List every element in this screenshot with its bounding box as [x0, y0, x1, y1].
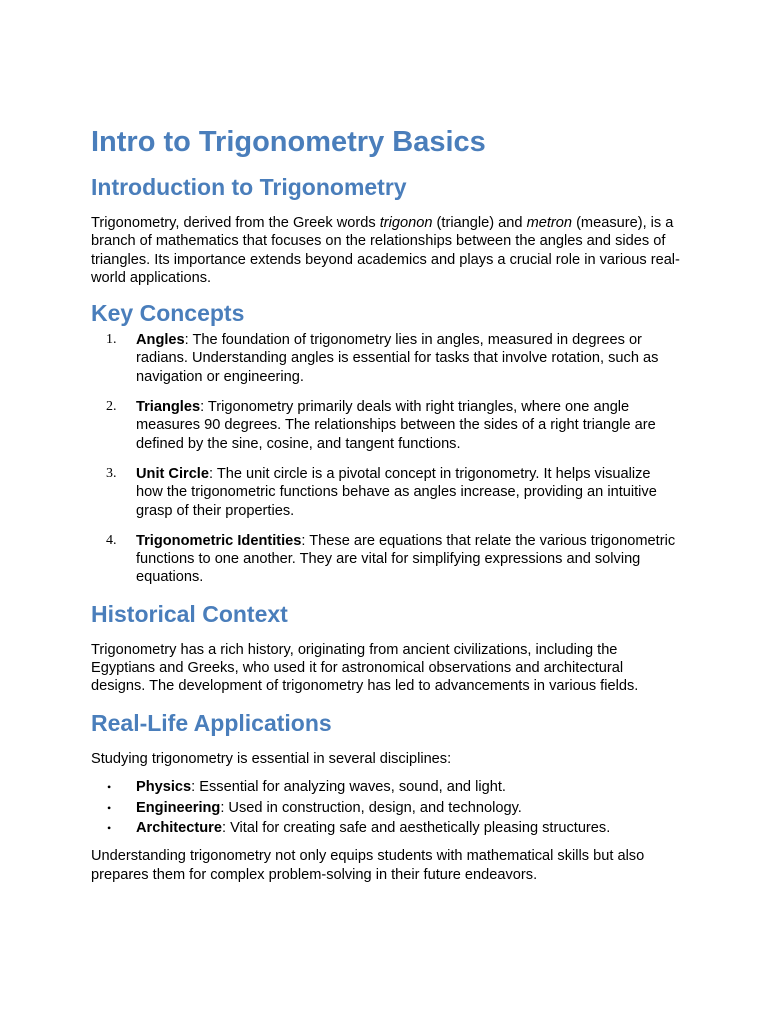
- list-item: [91, 799, 681, 817]
- concept-term: Trigonometric Identities: [136, 532, 302, 549]
- intro-text-part: (measure), is a branch of mathematics that focuses on the relationships between the angles and sides of triangles. Its importance extends beyond academics and plays a crucial role in various real-world applications.: [91, 215, 680, 286]
- application-term: Physics: [136, 778, 192, 795]
- list-item: [91, 331, 681, 386]
- concept-description: : These are equations that relate the various trigonometric functions to one another. They are vital for simplifying expressions and solving equations.: [136, 532, 676, 586]
- list-number: 2.: [106, 399, 117, 415]
- list-number: 4.: [106, 532, 117, 548]
- application-term: Architecture: [136, 820, 222, 837]
- section-heading-key-concepts: Key Concepts: [91, 300, 245, 327]
- intro-text-part: Trigonometry, derived from the Greek words: [91, 215, 380, 231]
- list-number: 3.: [106, 465, 117, 481]
- list-item: [91, 532, 681, 587]
- bullet-icon: •: [107, 821, 112, 836]
- section-heading-introduction: Introduction to Trigonometry: [91, 174, 407, 200]
- application-description: : Used in construction, design, and technology.: [220, 799, 522, 816]
- key-concepts-list: [91, 331, 681, 587]
- application-description: : Vital for creating safe and aesthetically pleasing structures.: [221, 820, 611, 837]
- document-page: [91, 124, 681, 884]
- applications-list: [91, 778, 681, 837]
- closing-paragraph: Understanding trigonometry not only equips students with mathematical skills but also prepares them for complex problem-solving in their future endeavors.: [91, 848, 645, 883]
- bullet-icon: •: [107, 800, 112, 815]
- concept-term: Triangles: [136, 399, 201, 416]
- bullet-icon: •: [107, 779, 112, 794]
- list-item: [91, 398, 681, 453]
- applications-lead: Studying trigonometry is essential in several disciplines:: [91, 750, 452, 767]
- greek-term-trigonon: trigonon: [379, 215, 433, 231]
- section-heading-historical-context: Historical Context: [91, 600, 288, 627]
- application-term: Engineering: [136, 799, 221, 816]
- section-heading-real-life-applications: Real-Life Applications: [91, 709, 332, 736]
- intro-paragraph: [91, 214, 681, 287]
- application-description: : Essential for analyzing waves, sound, and light.: [191, 778, 506, 795]
- concept-term: Angles: [136, 332, 185, 349]
- concept-description: : Trigonometry primarily deals with right triangles, where one angle measures 90 degrees. The relationships between the sides of a right triangle are defined by the sine, cosine, and tangent functions.: [136, 399, 656, 452]
- intro-text-part: (triangle) and: [432, 215, 527, 231]
- list-item: [91, 819, 681, 837]
- document-title: Intro to Trigonometry Basics: [91, 126, 486, 158]
- concept-term: Unit Circle: [136, 465, 209, 482]
- greek-term-metron: metron: [526, 215, 573, 231]
- concept-description: : The unit circle is a pivotal concept in trigonometry. It helps visualize how the trigonometric functions behave as angles increase, providing an intuitive grasp of their properties.: [136, 465, 657, 519]
- history-paragraph: Trigonometry has a rich history, originating from ancient civilizations, including the Egyptians and Greeks, who used it for astronomical observations and architectural designs. The development of trigonometry has led to advancements in various fields.: [91, 641, 639, 695]
- concept-description: : The foundation of trigonometry lies in angles, measured in degrees or radians. Understanding angles is essential for tasks that involve rotation, such as navigation or engineering.: [136, 332, 659, 385]
- list-number: 1.: [106, 332, 117, 348]
- list-item: [91, 778, 681, 796]
- list-item: [91, 465, 681, 520]
